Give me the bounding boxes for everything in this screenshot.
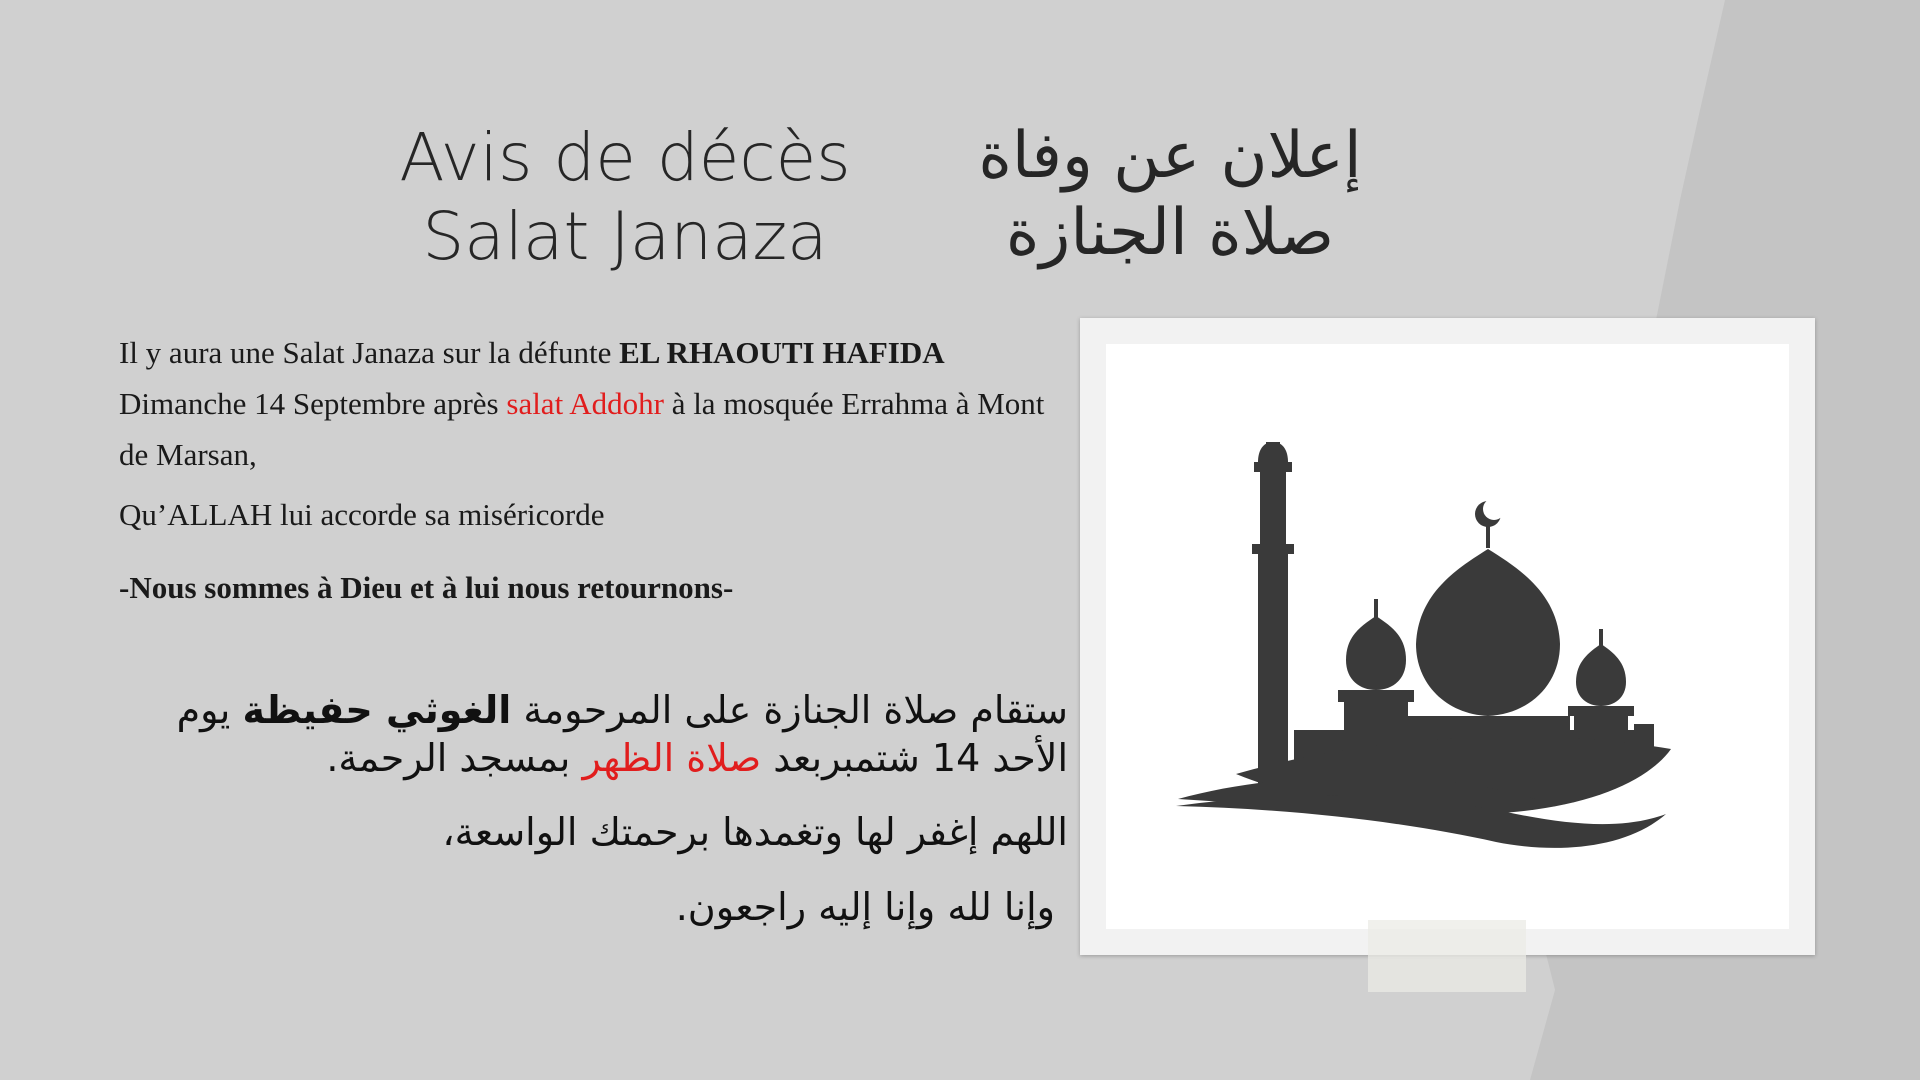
mosque-image-frame: [1080, 318, 1815, 955]
title-french: [395, 118, 855, 276]
french-prayer: Qu’ALLAH lui accorde sa miséricorde: [119, 497, 605, 532]
title-fr-line2: Salat Janaza: [422, 198, 828, 276]
fr-text-date: Dimanche 14 Septembre après: [119, 386, 507, 421]
title-ar-line1: إعلان عن وفاة: [978, 119, 1362, 193]
mosque-image: [1106, 344, 1789, 929]
title-fr-line1: Avis de décès: [399, 119, 851, 196]
prayer-name-ar: صلاة الظهر: [582, 736, 762, 780]
arabic-verse: وإنا لله وإنا إليه راجعون.: [675, 885, 1055, 929]
deceased-name-fr: EL RHAOUTI HAFIDA: [619, 335, 945, 370]
arabic-announcement: [118, 686, 1068, 782]
fr-text-location: à la mosquée Errahma à Mont de Marsan,: [119, 386, 1045, 472]
french-announcement: [119, 327, 1079, 480]
title-ar-line2: صلاة الجنازة: [1005, 195, 1335, 270]
deceased-name-ar: الغوثي حفيظة: [242, 688, 512, 732]
ar-text-date: يوم الأحد 14 شتمبربعد: [176, 688, 1068, 780]
title-arabic: [940, 118, 1400, 272]
arabic-prayer: اللهم إغفر لها وتغمدها برحمتك الواسعة،: [442, 810, 1068, 854]
prayer-name-fr: salat Addohr: [506, 386, 664, 421]
ar-text-intro: ستقام صلاة الجنازة على المرحومة: [511, 688, 1068, 732]
french-verse: -Nous sommes à Dieu et à lui nous retournons-: [119, 570, 734, 605]
fr-text-intro: Il y aura une Salat Janaza sur la défunte: [119, 335, 620, 370]
ar-text-location: بمسجد الرحمة.: [326, 736, 583, 780]
tape-decoration: [1368, 920, 1526, 992]
mosque-icon: [1106, 344, 1789, 929]
